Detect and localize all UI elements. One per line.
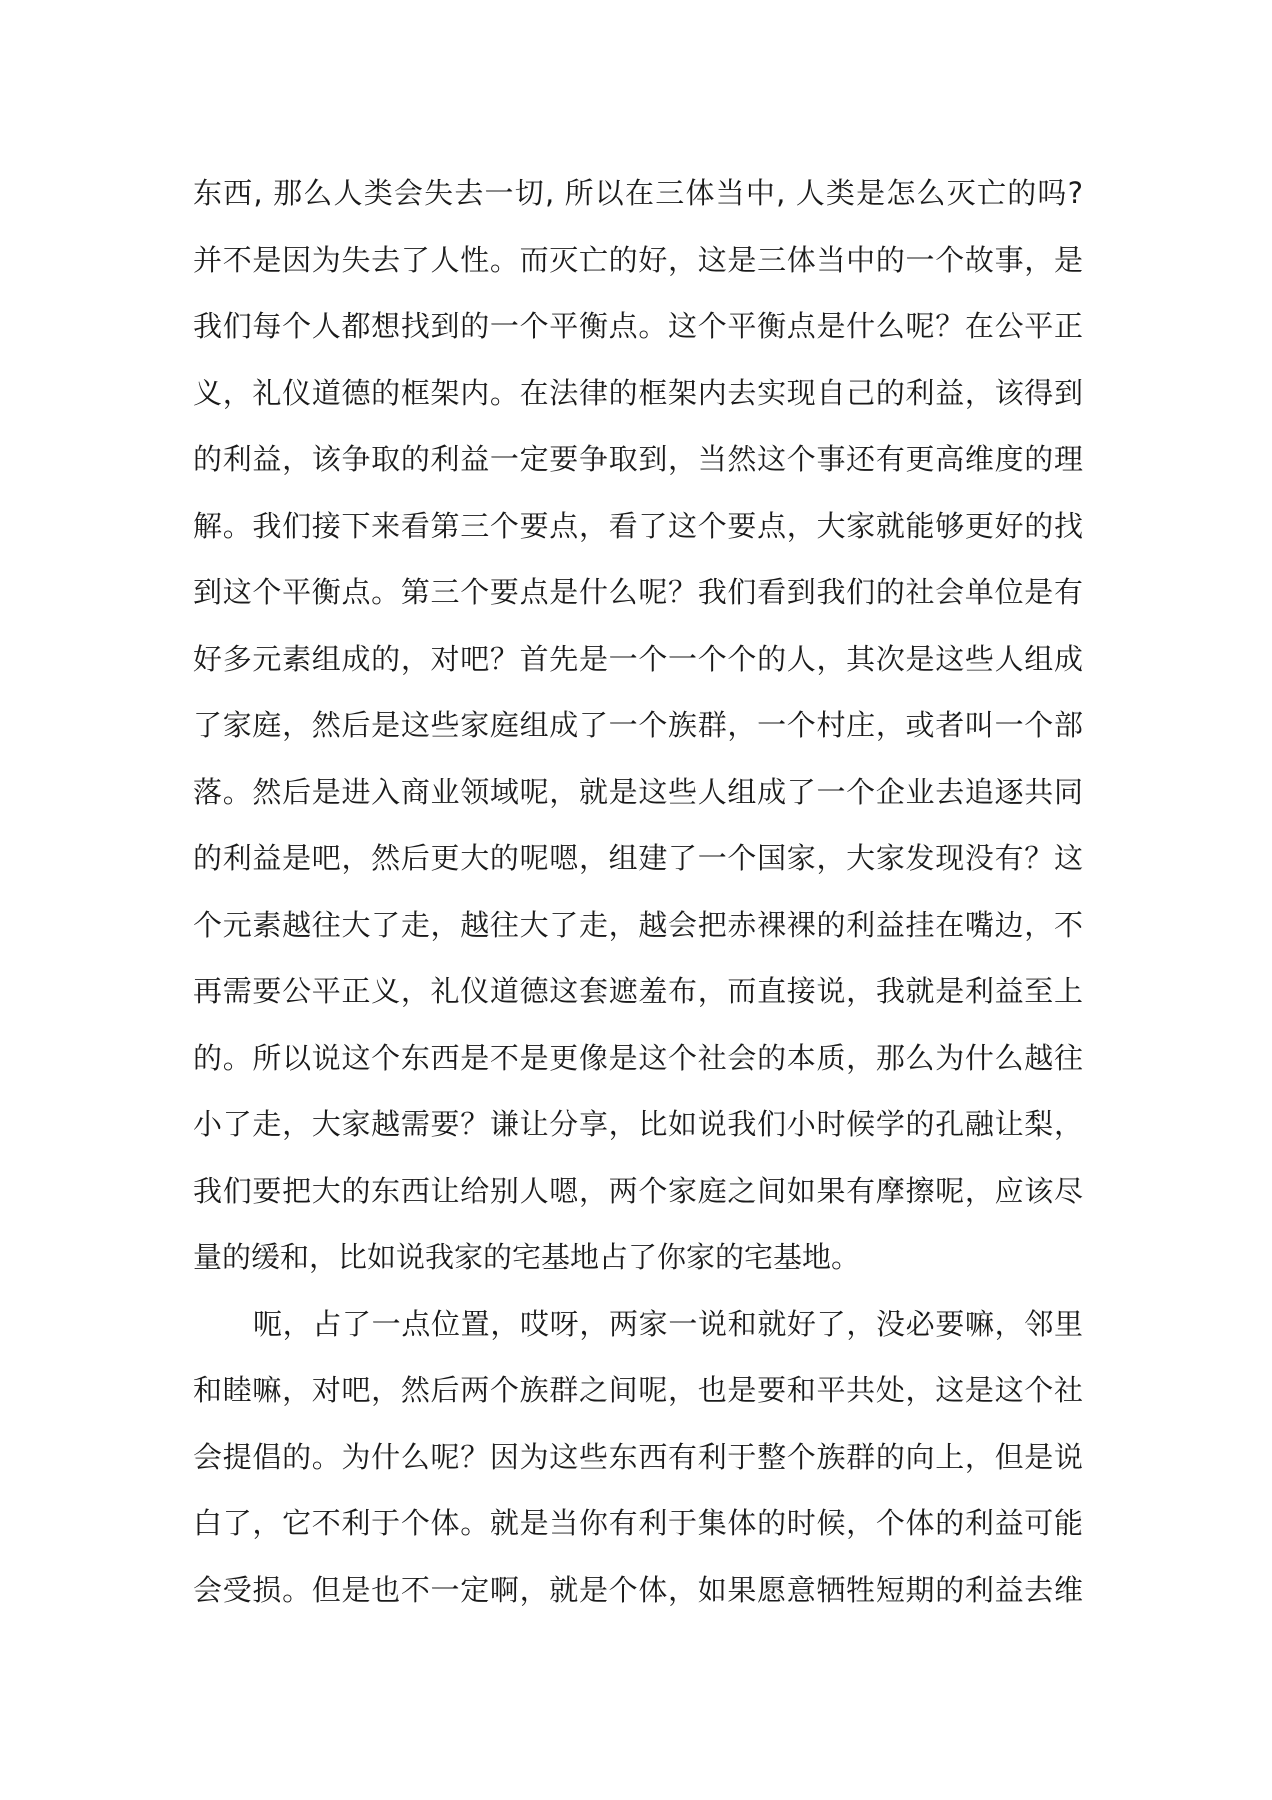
text-line: 我们要把大的东西让给别人嗯，两个家庭之间如果有摩擦呢，应该尽 [193, 1173, 1083, 1208]
text-line: 我们每个人都想找到的一个平衡点。这个平衡点是什么呢？在公平正 [193, 309, 1083, 343]
text-line: 并不是因为失去了人性。而灭亡的好，这是三体当中的一个故事，是 [193, 242, 1083, 277]
text-line: 义，礼仪道德的框架内。在法律的框架内去实现自己的利益，该得到 [193, 375, 1083, 410]
document-body [193, 160, 1083, 1623]
text-line: 白了，它不利于个体。就是当你有利于集体的时候，个体的利益可能 [193, 1506, 1083, 1540]
text-line: 的。所以说这个东西是不是更像是这个社会的本质，那么为什么越往 [193, 1040, 1083, 1075]
text-line: 和睦嘛，对吧，然后两个族群之间呢，也是要和平共处，这是这个社 [193, 1373, 1083, 1407]
text-line: 好多元素组成的，对吧？首先是一个一个个的人，其次是这些人组成 [193, 641, 1083, 676]
text-line: 呃，占了一点位置，哎呀，两家一说和就好了，没必要嘛，邻里 [253, 1306, 1083, 1341]
paragraph-2 [193, 1291, 1083, 1624]
text-line: 量的缓和，比如说我家的宅基地占了你家的宅基地。 [193, 1240, 861, 1274]
text-line: 落。然后是进入商业领域呢，就是这些人组成了一个企业去追逐共同 [193, 774, 1083, 809]
text-line: 东西, 那么人类会失去一切, 所以在三体当中, 人类是怎么灭亡的吗? [193, 176, 1083, 210]
paragraph-1 [193, 160, 1083, 1291]
text-line: 小了走，大家越需要？谦让分享，比如说我们小时候学的孔融让梨， [193, 1107, 1083, 1141]
text-line: 会受损。但是也不一定啊，就是个体，如果愿意牺牲短期的利益去维 [193, 1572, 1083, 1607]
text-line: 的利益是吧，然后更大的呢嗯，组建了一个国家，大家发现没有？这 [193, 841, 1083, 875]
text-line: 再需要公平正义，礼仪道德这套遮羞布，而直接说，我就是利益至上 [193, 974, 1083, 1008]
text-line: 了家庭，然后是这些家庭组成了一个族群，一个村庄，或者叫一个部 [193, 708, 1083, 742]
text-line: 解。我们接下来看第三个要点，看了这个要点，大家就能够更好的找 [193, 508, 1083, 543]
text-line: 个元素越往大了走，越往大了走，越会把赤裸裸的利益挂在嘴边，不 [193, 907, 1083, 942]
text-line: 到这个平衡点。第三个要点是什么呢？我们看到我们的社会单位是有 [193, 575, 1083, 609]
text-line: 会提倡的。为什么呢？因为这些东西有利于整个族群的向上，但是说 [193, 1439, 1083, 1474]
text-line: 的利益，该争取的利益一定要争取到，当然这个事还有更高维度的理 [193, 442, 1083, 476]
